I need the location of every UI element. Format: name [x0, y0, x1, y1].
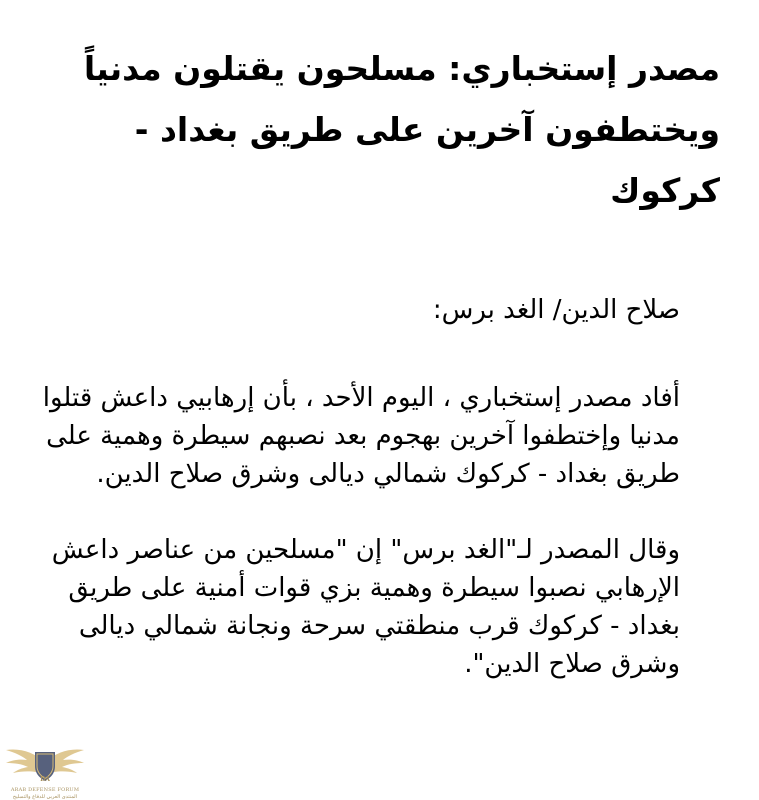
article-byline: صلاح الدين/ الغد برس: — [432, 295, 680, 325]
article-headline: مصدر إستخباري: مسلحون يقتلون مدنياً ويختطفون آخرين على طريق بغداد - كركوك — [83, 49, 720, 210]
watermark-name-en: ARAB DEFENSE FORUM — [10, 787, 80, 793]
logo-letters: DA — [40, 776, 50, 783]
forum-watermark — [0, 740, 90, 800]
watermark-name-ar: المنتدى العربي للدفاع والتسليح — [12, 794, 78, 800]
article-paragraph-2: وقال المصدر لـ"الغد برس" إن "مسلحين من عناصر داعش الإرهابي نصبوا سيطرة وهمية بزي قوات أمنية على طريق بغداد - كركوك قرب منطقتي سرحة ونجانة شمالي ديالى وشرق صلاح الدين". — [51, 535, 680, 679]
article — [40, 38, 720, 683]
article-paragraph-1: أفاد مصدر إستخباري ، اليوم الأحد ، بأن إرهابيي داعش قتلوا مدنيا وإختطفوا آخرين بهجوم بعد نصبهم سيطرة وهمية على طريق بغداد - كركوك شمالي ديالى وشرق صلاح الدين. — [42, 383, 680, 489]
